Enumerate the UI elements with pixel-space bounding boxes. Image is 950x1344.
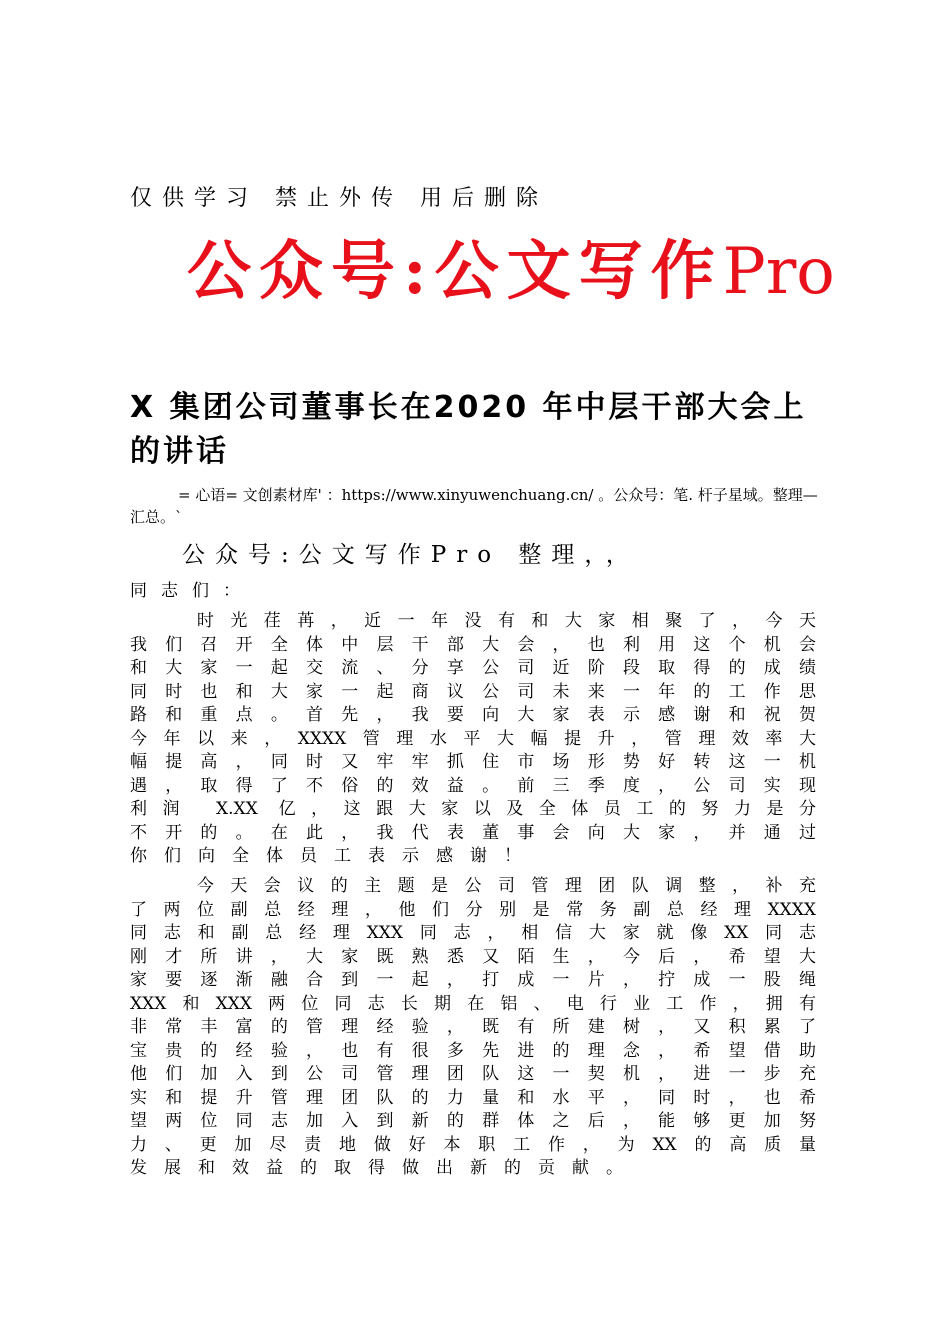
paragraph-line: 力、更加尽责地做好本职工作，为XX的高质量 <box>130 1134 816 1155</box>
paragraph-line: 他们加入到公司管理团队这一契机，进一步充 <box>130 1064 816 1084</box>
paragraph-line: 同志和副总经理XXX同志，相信大家就像XX同志 <box>130 923 816 943</box>
body-paragraph-1 <box>130 610 816 869</box>
paragraph-line: 实和提升管理团队的力量和水平，同时，也希 <box>130 1087 816 1108</box>
paragraph-line: XXX和XXX两位同志长期在铝、电行业工作，拥有 <box>130 993 816 1014</box>
brand-banner <box>187 220 835 312</box>
paragraph-line: 宝贵的经验，也有很多先进的理念，希望借助 <box>130 1040 816 1061</box>
paragraph-line: 幅提高，同时又牢牢抓住市场形势好转这一机 <box>130 752 816 772</box>
brand-suffix: Pro <box>722 235 835 309</box>
paragraph-line: 遇，取得了不俗的效益。前三季度，公司实现 <box>130 775 816 796</box>
paragraph-line: 刚才所讲，大家既熟悉又陌生，今后，希望大 <box>130 946 816 967</box>
body-paragraph-2 <box>130 875 816 1181</box>
salutation: 同志们： <box>130 581 254 601</box>
paragraph-line: 非常丰富的管理经验，既有所建树，又积累了 <box>130 1017 816 1037</box>
source-line: = 心语= 文创素材库' ：https://www.xinyuwenchuang.cn/ 。公众号：笔. 杆子星域。整理—汇总。` <box>130 486 818 526</box>
paragraph-line: 时光荏苒，近一年没有和大家相聚了，今天 <box>130 611 816 631</box>
paragraph-line: 望两位同志加入到新的群体之后，能够更加努 <box>130 1111 816 1131</box>
paragraph-line: 利润 X.XX 亿，这跟大家以及全体员工的努力是分 <box>130 799 816 819</box>
paragraph-line: 不开的。在此，我代表董事会向大家，并通过 <box>130 822 816 843</box>
paragraph-line: 今天会议的主题是公司管理团队调整，补充 <box>130 876 816 896</box>
document-title: X 集团公司董事长在2020 年中层干部大会上的讲话 <box>130 390 807 469</box>
distribution-notice: 仅供学习 禁止外传 用后删除 <box>130 186 548 211</box>
subtitle: 公众号:公文写作Pro 整理，， <box>182 542 639 568</box>
paragraph-line: 我们召开全体中层干部大会，也利用这个机会 <box>130 634 816 655</box>
paragraph-line: 路和重点。首先，我要向大家表示感谢和祝贺 <box>130 705 816 725</box>
paragraph-line: 同时也和大家一起商议公司未来一年的工作思 <box>130 681 816 702</box>
paragraph-line: 你们向全体员工表示感谢！ <box>130 846 538 866</box>
paragraph-line: 了两位副总经理，他们分别是常务副总经理XXXX <box>130 899 816 920</box>
paragraph-line: 家要逐渐融合到一起，打成一片，拧成一股绳 <box>130 970 816 990</box>
paragraph-line: 发展和效益的取得做出新的贡献。 <box>130 1158 640 1178</box>
brand-name: 公众号:公文写作 <box>187 234 723 309</box>
paragraph-line: 今年以来，XXXX管理水平大幅提升，管理效率大 <box>130 728 816 749</box>
paragraph-line: 和大家一起交流、分享公司近阶段取得的成绩 <box>130 658 816 678</box>
